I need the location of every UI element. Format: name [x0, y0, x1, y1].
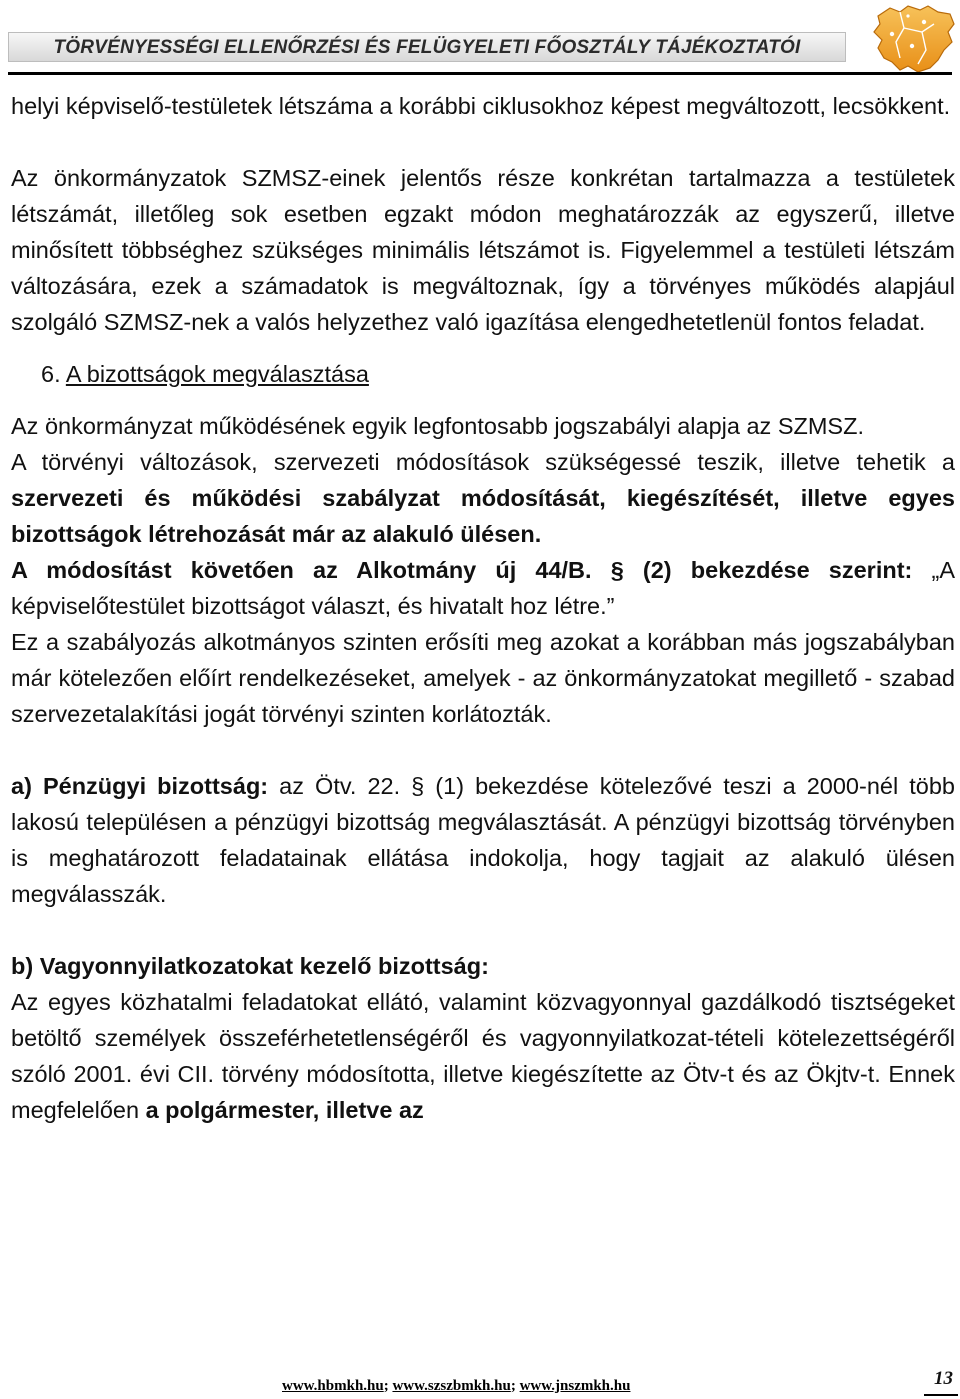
paragraph-intro: helyi képviselő-testületek létszáma a korábbi ciklusokhoz képest megváltozott, lecsökkent. — [11, 93, 951, 119]
financial-committee-label: a) Pénzügyi bizottság: — [11, 773, 269, 799]
section-title: A bizottságok megválasztása — [65, 361, 369, 387]
header-title: TÖRVÉNYESSÉGI ELLENŐRZÉSI ÉS FELÜGYELETI FŐOSZTÁLY TÁJÉKOZTATÓI — [53, 37, 801, 58]
paragraph-declaration-committee-label: b) Vagyonnyilatkozatokat kezelő bizottság: — [11, 953, 489, 979]
footer-link-szszbmkh[interactable]: www.szszbmkh.hu — [392, 1378, 511, 1394]
footer-link-hbmkh[interactable]: www.hbmkh.hu — [282, 1378, 384, 1394]
header-banner — [8, 32, 846, 62]
paragraph-szmsz: Az önkormányzatok SZMSZ-einek jelentős része konkrétan tartalmazza a testületek létszámát, illetőleg sok esetben egzakt módon meghatározzák az egyszerű, illetve minősített többséghez szükséges minimális létszámot is. Figyelemmel a testületi létszám változására, ezek a számadatok is megváltoznak, így a törvényes működés alapjául szolgáló SZMSZ-nek a valós helyzethez való igazítása elengedhetetlenül fontos feladat. — [11, 165, 955, 335]
document-body — [11, 88, 955, 1128]
emphasis-text: szervezeti és működési szabályzat módosítását, kiegészítését, illetve egyes bizottságok létrehozását már az alakuló ülésen. — [11, 485, 955, 547]
regional-map-logo-icon — [838, 2, 960, 76]
paragraph-financial-committee: a) Pénzügyi bizottság: az Ötv. 22. § (1) bekezdése kötelezővé teszi a 2000-nél több lakosú településen a pénzügyi bizottság megválasztását. A pénzügyi bizottság törvényben is meghatározott feladatainak ellátása indokolja, hogy tagjait az alakuló ülésen megválasszák. — [11, 773, 955, 907]
page-number: 13 — [934, 1368, 953, 1389]
paragraph-changes: A törvényi változások, szervezeti módosítások szükségessé teszik, illetve tehetik a szervezeti és működési szabályzat módosítását, kiegészítését, illetve egyes bizottságok létrehozását már az alakuló ülésen. — [11, 449, 955, 547]
paragraph-regulation: Ez a szabályozás alkotmányos szinten erősíti meg azokat a korábban más jogszabályban már kötelezően előírt rendelkezéseket, amelyek - az önkormányzatokat megillető - szabad szervezetalakítási jogát törvényi szinten korlátozták. — [11, 629, 955, 727]
footer-divider — [924, 1394, 958, 1396]
footer-links: www.hbmkh.hu; www.szszbmkh.hu; www.jnszmkh.hu — [282, 1378, 631, 1394]
paragraph-declaration-committee: Az egyes közhatalmi feladatokat ellátó, valamint közvagyonnyal gazdálkodó tisztségeket betöltő személyek összeférhetetlenségéről és vagyonnyilatkozat-tételi kötelezettségéről szóló 2001. évi CII. törvény módosította, illetve kiegészítette az Ötv-t és az Ökjtv-t. Ennek megfelelően a polgármester, illetve az — [11, 989, 955, 1123]
section-number: 6. — [41, 361, 61, 387]
section-heading — [11, 356, 955, 392]
paragraph-legal-basis: Az önkormányzat működésének egyik legfontosabb jogszabályi alapja az SZMSZ. — [11, 413, 864, 439]
header-divider — [8, 72, 952, 75]
paragraph-constitution: A módosítást követően az Alkotmány új 44/B. § (2) bekezdése szerint: „A képviselőtestület bizottságot választ, és hivatalt hoz létre.” — [11, 557, 955, 619]
footer-link-jnszmkh[interactable]: www.jnszmkh.hu — [519, 1378, 631, 1394]
